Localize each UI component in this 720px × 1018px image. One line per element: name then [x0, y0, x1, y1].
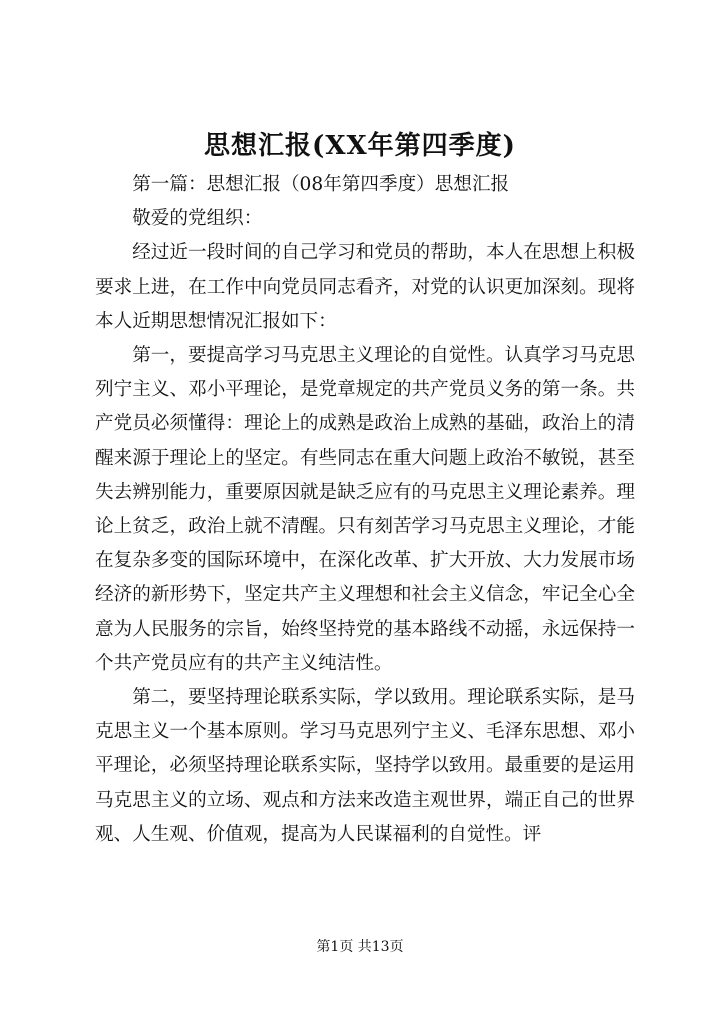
paragraph-heading: 第一篇：思想汇报（08年第四季度）思想汇报: [132, 174, 510, 195]
paragraph-point-two: 第二，要坚持理论联系实际，学以致用。理论联系实际，是马克思主义一个基本原则。学习马克思列宁主义、毛泽东思想、邓小平理论，必须坚持理论联系实际，坚持学以致用。最重要的是运用马克思主义的立场、观点和方法来改造主观世界，端正自己的世界观、人生观、价值观，提高为人民谋福利的自觉性。评: [95, 687, 635, 845]
paragraph-salutation: 敬爱的党组织：: [132, 208, 263, 230]
page-footer: 第1页 共13页: [316, 939, 404, 955]
document-title: 思想汇报(XX年第四季度): [204, 131, 516, 161]
paragraph-intro: 经过近一段时间的自己学习和党员的帮助，本人在思想上积极要求上进，在工作中向党员同志看齐，对党的认识更加深刻。现将本人近期思想情况汇报如下：: [95, 242, 635, 332]
document-body: [95, 168, 635, 852]
paragraph-point-one: 第一，要提高学习马克思主义理论的自觉性。认真学习马克思列宁主义、邓小平理论，是党章规定的共产党员义务的第一条。共产党员必须懂得：理论上的成熟是政治上成熟的基础，政治上的清醒来源于理论上的坚定。有些同志在重大问题上政治不敏锐，甚至失去辨别能力，重要原因就是缺乏应有的马克思主义理论素养。理论上贫乏，政治上就不清醒。只有刻苦学习马克思主义理论，才能在复杂多变的国际环境中，在深化改革、扩大开放、大力发展市场经济的新形势下，坚定共产主义理想和社会主义信念，牢记全心全意为人民服务的宗旨，始终坚持党的基本路线不动摇，永远保持一个共产党员应有的共产主义纯洁性。: [95, 345, 635, 674]
